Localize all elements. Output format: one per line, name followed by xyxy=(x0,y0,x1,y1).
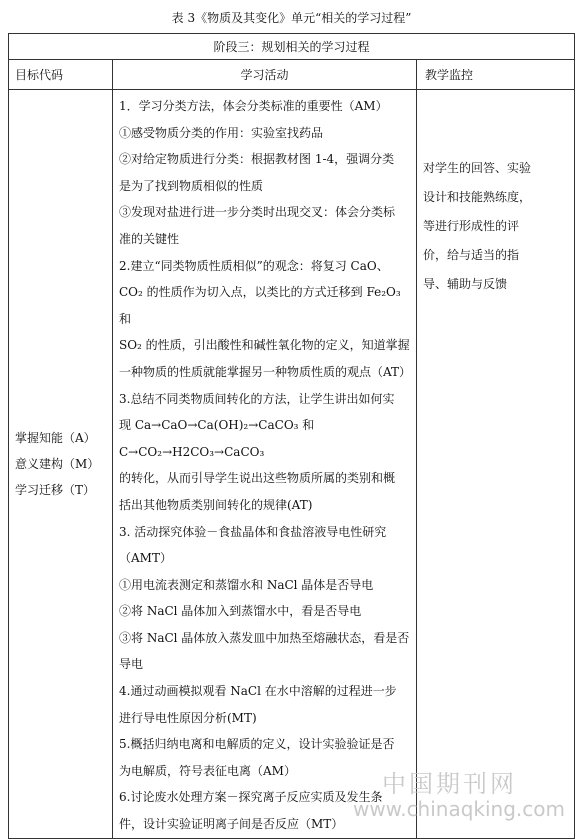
activity-line: 一种物质的性质就能掌握另一种物质性质的观点（AT） xyxy=(119,364,412,379)
header-code: 目标代码 xyxy=(9,60,113,90)
activity-line: 5.概括归纳电离和电解质的定义，设计实验验证是否 xyxy=(119,737,395,752)
header-row xyxy=(9,60,575,90)
monitoring-line: 价，给与适当的指 xyxy=(423,248,520,262)
activity-line: 进行导电性原因分析(MT) xyxy=(119,710,257,725)
code-item: 意义建构（M） xyxy=(15,456,100,471)
header-activity: 学习活动 xyxy=(113,60,417,90)
activity-line: CO₂ 的性质作为切入点，以类比的方式迁移到 Fe₂O₃ 和 xyxy=(119,285,401,326)
activity-line: 导电 xyxy=(119,657,144,672)
goal-codes-cell xyxy=(9,90,113,839)
watermark-cn: 中国期刊网 xyxy=(382,770,517,798)
activity-line: 为电解质，符号表征电离（AM） xyxy=(119,763,296,778)
activity-line: 括出其他物质类别间转化的规律(AT) xyxy=(119,497,313,512)
activity-line: 准的关键性 xyxy=(119,231,180,246)
activity-line: 2.建立“同类物质性质相似”的观念：将复习 CaO、 xyxy=(119,258,389,273)
activity-line: ②对给定物质进行分类：根据教材图 1-4，强调分类 xyxy=(119,152,395,167)
stage-title: 阶段三：规划相关的学习过程 xyxy=(9,34,575,60)
activity-line: ②将 NaCl 晶体加入到蒸馏水中，看是否导电 xyxy=(119,604,362,619)
header-monitoring: 教学监控 xyxy=(417,60,575,90)
activity-line: 现 Ca→CaO→Ca(OH)₂→CaCO₃ 和 C→CO₂→H2CO₃→CaCO₃ xyxy=(119,418,315,459)
table-caption: 表 3《物质及其变化》单元“相关的学习过程” xyxy=(171,11,412,25)
activity-line: ①感受物质分类的作用：实验室找药品 xyxy=(119,125,324,140)
code-item: 学习迁移（T） xyxy=(15,482,96,497)
monitoring-line: 等进行形成性的评 xyxy=(423,219,520,233)
activity-line: 6.讨论废水处理方案－探究离子反应实质及发生条 xyxy=(119,790,383,805)
monitoring-line: 设计和技能熟练度， xyxy=(423,190,532,204)
learning-process-table xyxy=(8,33,575,839)
activity-line: 3. 活动探究体验－食盐晶体和食盐溶液导电性研究 xyxy=(119,524,387,539)
activity-line: 是为了找到物质相似的性质 xyxy=(119,178,264,193)
activity-line: 件，设计实验证明离子间是否反应（MT） xyxy=(119,817,344,832)
monitoring-line: 对学生的回答、实验 xyxy=(423,161,532,175)
activity-line: ①用电流表测定和蒸馏水和 NaCl 晶体是否导电 xyxy=(119,577,374,592)
activity-line: ③将 NaCl 晶体放入蒸发皿中加热至熔融状态，看是否 xyxy=(119,630,410,645)
activity-line: 3.总结不同类物质间转化的方法，让学生讲出如何实 xyxy=(119,391,395,406)
activity-line: 1．学习分类方法，体会分类标准的重要性（AM） xyxy=(119,99,388,113)
activities-cell xyxy=(113,90,417,839)
monitoring-cell xyxy=(417,90,575,839)
activity-line: （AMT） xyxy=(119,551,172,566)
code-item: 掌握知能（A） xyxy=(15,430,96,445)
activity-line: 4.通过动画模拟观看 NaCl 在水中溶解的过程进一步 xyxy=(119,684,397,699)
monitoring-line: 导、辅助与反馈 xyxy=(423,277,508,291)
activity-line: SO₂ 的性质，引出酸性和碱性氧化物的定义，知道掌握 xyxy=(119,338,410,353)
watermark-url: www.chinaqking.com xyxy=(352,797,565,821)
table-row xyxy=(9,90,575,839)
activity-line: 的转化，从而引导学生说出这些物质所属的类别和概 xyxy=(119,471,396,486)
activity-line: ③发现对盐进行进一步分类时出现交叉：体会分类标 xyxy=(119,205,396,220)
